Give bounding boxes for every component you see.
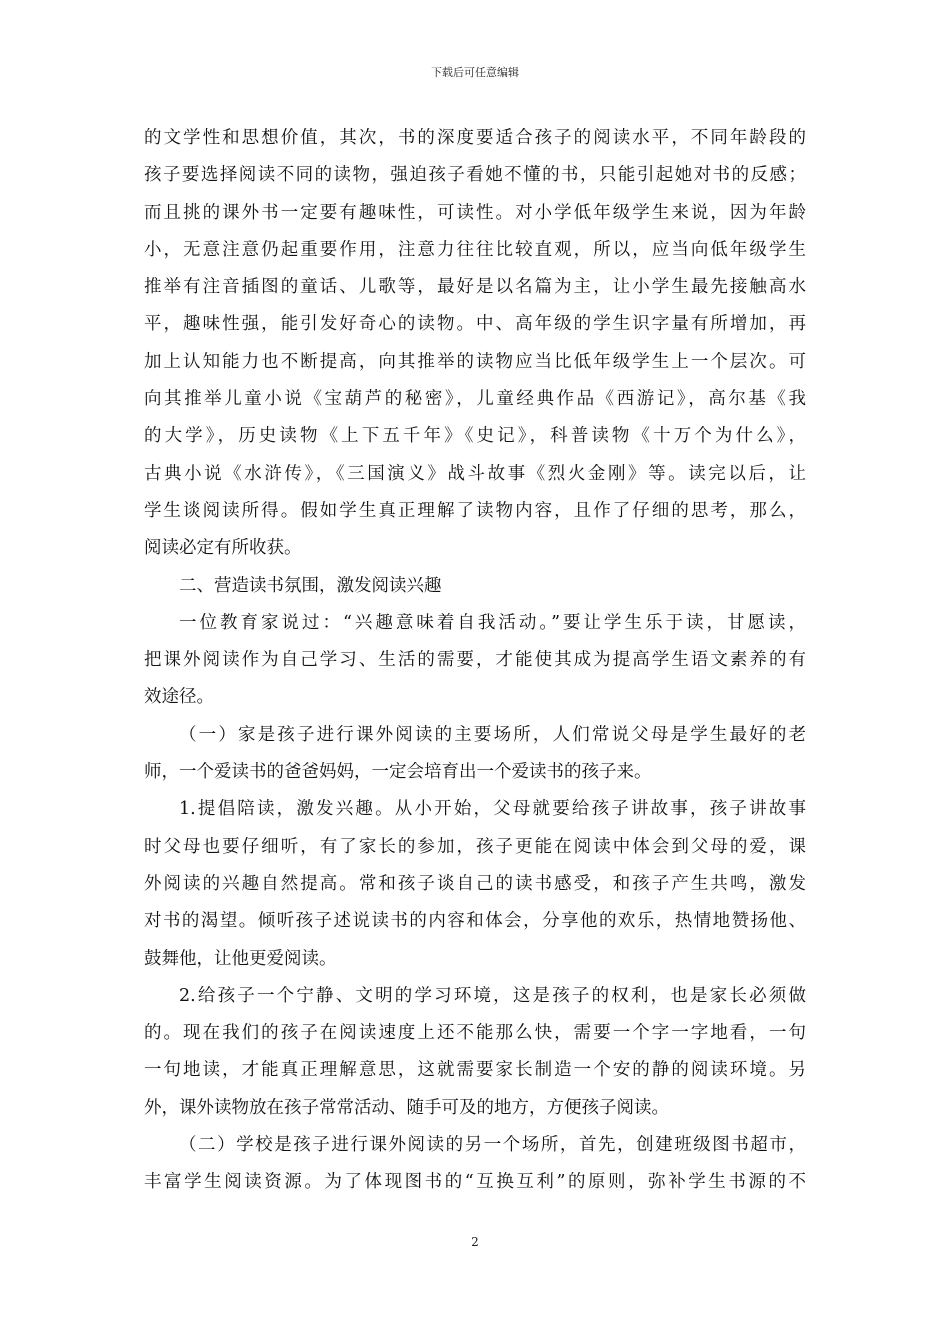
text-line: 的文学性和思想价值，其次，书的深度要适合孩子的阅读水平，不同年龄段的 xyxy=(144,128,806,148)
text-line: （二）学校是孩子进行课外阅读的另一个场所，首先，创建班级图书超市， xyxy=(179,1135,806,1156)
text-line: 2.给孩子一个宁静、文明的学习环境，这是孩子的权利，也是家长必须做 xyxy=(179,985,806,1006)
text-line: 把课外阅读作为自己学习、生活的需要，才能使其成为提高学生语文素养的有 xyxy=(144,650,806,671)
text-line: 一位教育家说过：“兴趣意味着自我活动。”要让学生乐于读，甘愿读， xyxy=(179,612,806,633)
text-line: 对书的渴望。倾听孩子述说读书的内容和体会，分享他的欢乐，热情地赞扬他、 xyxy=(144,911,806,932)
text-line: 向其推举儿童小说《宝葫芦的秘密》，儿童经典作品《西游记》，高尔基《我 xyxy=(144,389,806,410)
text-line: 孩子要选择阅读不同的读物，强迫孩子看她不懂的书，只能引起她对书的反感； xyxy=(144,165,806,186)
text-line: 的大学》，历史读物《上下五千年》《史记》，科普读物《十万个为什么》， xyxy=(144,426,806,447)
text-line: 时父母也要仔细听，有了家长的参加，孩子更能在阅读中体会到父母的爱，课 xyxy=(144,836,806,857)
text-line: 小，无意注意仍起重要作用，注意力往往比较直观，所以，应当向低年级学生 xyxy=(144,239,806,260)
text-line: 1.提倡陪读，激发兴趣。从小开始，父母就要给孩子讲故事，孩子讲故事 xyxy=(179,799,806,820)
text-line: （一）家是孩子进行课外阅读的主要场所，人们常说父母是学生最好的老 xyxy=(179,724,806,745)
page-header: 下载后可任意编辑 xyxy=(431,66,519,79)
text-line: 外，课外读物放在孩子常常活动、随手可及的地方，方便孩子阅读。 xyxy=(144,1097,669,1118)
text-line: 丰富学生阅读资源。为了体现图书的“互换互利”的原则，弥补学生书源的不 xyxy=(144,1172,806,1193)
page-number: 2 xyxy=(471,1235,479,1249)
text-line: 效途径。 xyxy=(144,687,214,708)
text-line: 阅读必定有所收获。 xyxy=(144,538,302,559)
text-line: 的。现在我们的孩子在阅读速度上还不能那么快，需要一个字一字地看，一句 xyxy=(144,1023,806,1044)
text-line: 师，一个爱读书的爸爸妈妈，一定会培育出一个爱读书的孩子来。 xyxy=(144,762,652,783)
document-body xyxy=(144,120,806,1202)
text-line: 而且挑的课外书一定要有趣味性，可读性。对小学低年级学生来说，因为年龄 xyxy=(144,202,806,223)
text-line: 古典小说《水浒传》，《三国演义》战斗故事《烈火金刚》等。读完以后，让 xyxy=(144,463,806,484)
text-line: 推举有注音插图的童话、儿歌等，最好是以名篇为主，让小学生最先接触高水 xyxy=(144,277,806,298)
text-line: 鼓舞他，让他更爱阅读。 xyxy=(144,948,337,969)
section-heading: 二、营造读书氛围，激发阅读兴趣 xyxy=(179,575,442,596)
text-line: 外阅读的兴趣自然提高。常和孩子谈自己的读书感受，和孩子产生共鸣，激发 xyxy=(144,873,806,894)
text-line: 平，趣味性强，能引发好奇心的读物。中、高年级的学生识字量有所增加，再 xyxy=(144,314,806,335)
text-line: 加上认知能力也不断提高，向其推举的读物应当比低年级学生上一个层次。可 xyxy=(144,351,806,372)
text-line: 一句地读，才能真正理解意思，这就需要家长制造一个安的静的阅读环境。另 xyxy=(144,1060,806,1081)
text-line: 学生谈阅读所得。假如学生真正理解了读物内容，且作了仔细的思考，那么， xyxy=(144,500,806,521)
